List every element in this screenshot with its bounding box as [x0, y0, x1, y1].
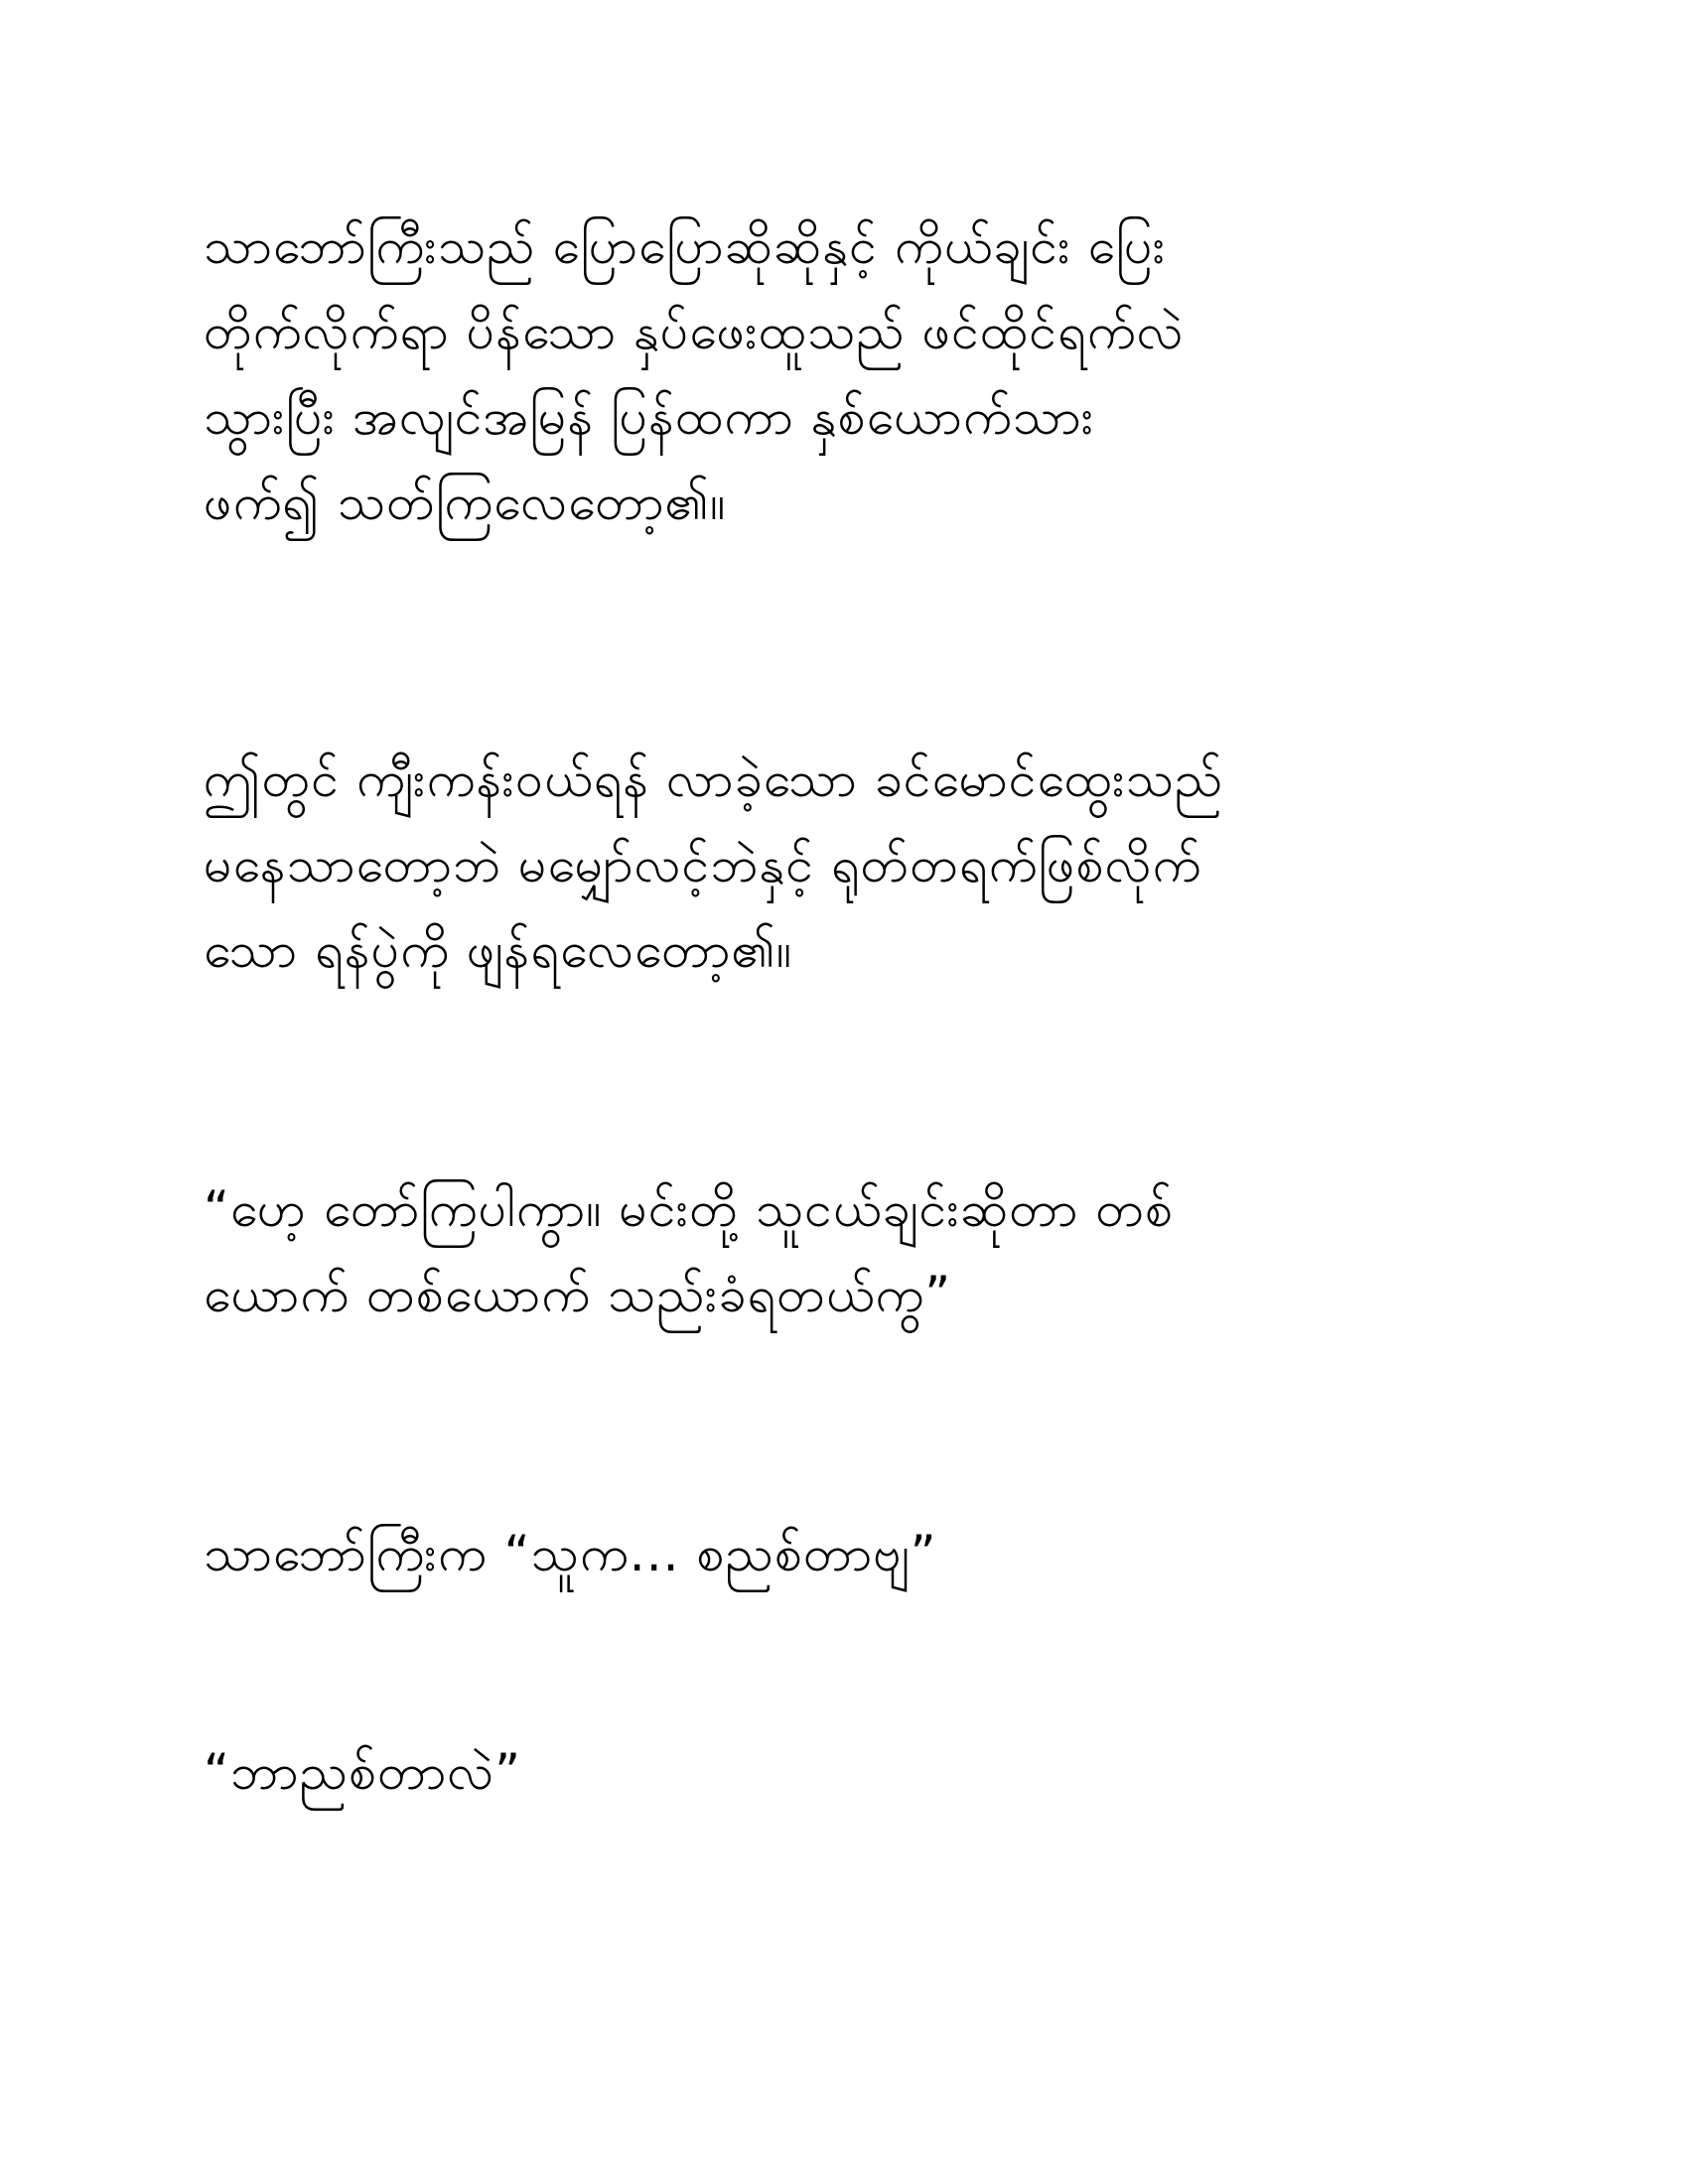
paragraph-2: [204, 737, 1494, 993]
paragraph-1: [204, 204, 1494, 545]
text-line: “ဘာညစ်တာလဲ”: [204, 1743, 522, 1801]
text-line: “ဟေ့ တော်ကြပါကွာ။ မင်းတို့ သူငယ်ချင်းဆိုတာ တစ်: [204, 1180, 1175, 1238]
text-line: ဖက်၍ သတ်ကြလေတော့၏။: [204, 474, 727, 531]
text-line: ယောက် တစ်ယောက် သည်းခံရတယ်ကွ”: [204, 1266, 952, 1323]
paragraph-5-dialogue: [204, 1729, 1494, 1815]
text-line: မနေသာတော့ဘဲ မမျှော်လင့်ဘဲနှင့် ရုတ်တရက်ဖြစ်လိုက်: [204, 836, 1202, 893]
text-line: သာဘော်ကြီးသည် ပြောပြောဆိုဆိုနှင့် ကိုယ်ချင်း ပြေး: [204, 217, 1167, 275]
text-line: တိုက်လိုက်ရာ ပိန်သော နှပ်ဖေးထူသည် ဖင်ထိုင်ရက်လဲ: [204, 303, 1185, 360]
text-line: သာဘော်ကြီးက “သူက... စညစ်တာဗျ”: [204, 1525, 937, 1582]
paragraph-4-dialogue: [204, 1511, 1494, 1596]
text-line: ဤတွင် ကျီးကန်းဝယ်ရန် လာခဲ့သော ခင်မောင်ထွေးသည်: [204, 751, 1224, 808]
paragraph-3-dialogue: [204, 1166, 1494, 1337]
text-line: သွားပြီး အလျင်အမြန် ပြန်ထကာ နှစ်ယောက်သား: [204, 388, 1095, 446]
text-line: သော ရန်ပွဲကို ဖျန်ရလေတော့၏။: [204, 921, 793, 979]
